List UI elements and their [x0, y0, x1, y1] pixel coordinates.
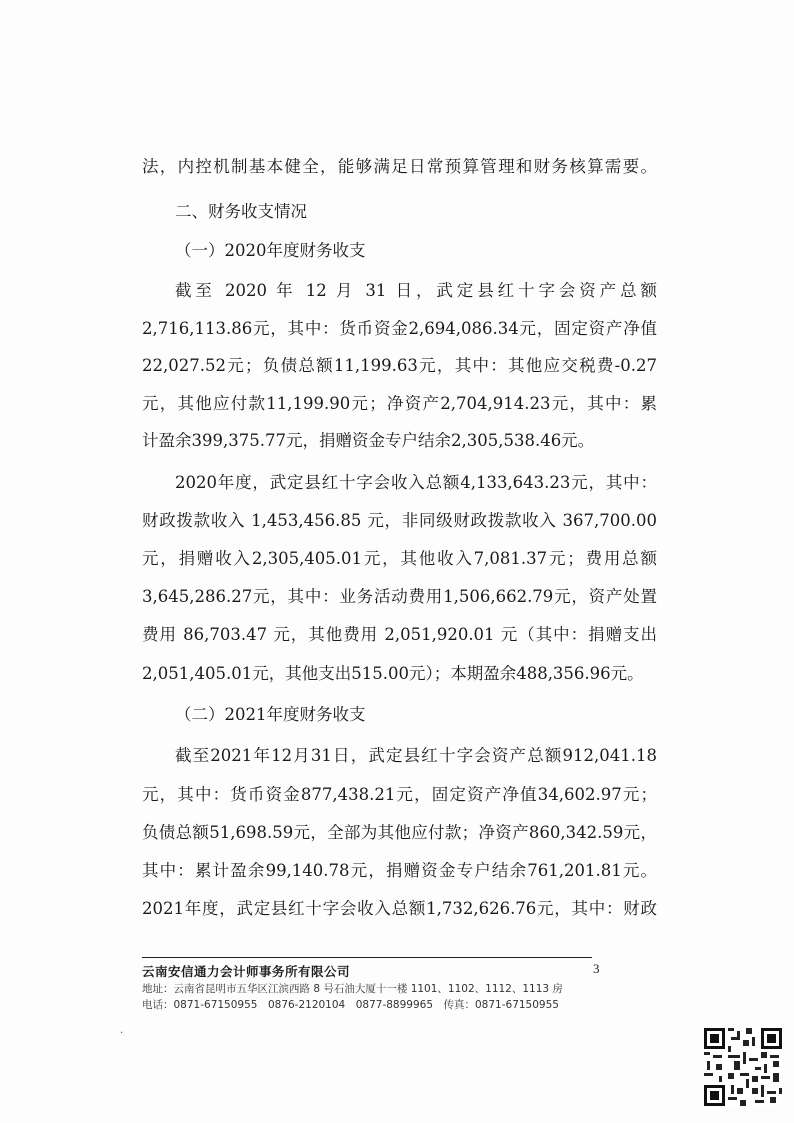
- paragraph-line: 2021年度，武定县红十字会收入总额1,732,626.76元，其中：财政: [142, 899, 657, 918]
- paragraph-line: 法，内控机制基本健全，能够满足日常预算管理和财务核算需要。: [142, 157, 657, 176]
- paragraph-line: 元，其中：货币资金877,438.21元，固定资产净值34,602.97元；: [142, 785, 657, 804]
- paragraph-line: 2,716,113.86元，其中：货币资金2,694,086.34元，固定资产净值: [142, 319, 657, 338]
- paragraph-line: 计盈余399,375.77元，捐赠资金专户结余2,305,538.46元。: [142, 431, 595, 450]
- paragraph-line: 财政拨款收入 1,453,456.85 元，非同级财政拨款收入 367,700.00: [142, 511, 657, 530]
- firm-name: 云南安信通力会计师事务所有限公司: [142, 964, 351, 979]
- paragraph-line: 其中：累计盈余99,140.78元，捐赠资金专户结余761,201.81元。: [142, 861, 657, 880]
- paragraph-line: 元，其他应付款11,199.90元；净资产2,704,914.23元，其中：累: [142, 394, 657, 413]
- firm-phone: 电话：0871-67150955 0876-2120104 0877-8899965 传真：0871-67150955: [142, 999, 559, 1011]
- paragraph-line: 费用 86,703.47 元，其他费用 2,051,920.01 元（其中：捐赠支出: [142, 625, 657, 644]
- paragraph-line: 截至2021年12月31日，武定县红十字会资产总额912,041.18: [175, 746, 657, 765]
- subsection-heading: （二）2021年度财务收支: [175, 705, 366, 724]
- firm-address: 地址：云南省昆明市五华区江滨西路 8 号石油大厦十一楼 1101、1102、1112、1113 房: [142, 983, 563, 995]
- paragraph-line: 3,645,286.27元，其中：业务活动费用1,506,662.79元，资产处置: [142, 587, 657, 606]
- subsection-heading: （一）2020年度财务收支: [175, 241, 366, 260]
- paragraph-line: 2,051,405.01元，其他支出515.00元）；本期盈余488,356.96元。: [142, 664, 644, 683]
- footer-divider: [142, 957, 592, 958]
- paragraph-line: 22,027.52元；负债总额11,199.63元，其中：其他应交税费-0.27: [142, 356, 657, 375]
- paragraph-line: 元，捐赠收入2,305,405.01元，其他收入7,081.37元；费用总额: [142, 549, 657, 568]
- paragraph-line: 负债总额51,698.59元，全部为其他应付款；净资产860,342.59元，: [142, 823, 657, 842]
- page-number: 3: [593, 961, 600, 976]
- paragraph-line: 2020年度，武定县红十字会收入总额4,133,643.23元，其中：: [175, 473, 657, 492]
- scan-mark: ·: [120, 1028, 124, 1039]
- qr-code-icon: [704, 1028, 782, 1106]
- section-heading: 二、财务收支情况: [175, 202, 307, 221]
- paragraph-line: 截至 2020 年 12 月 31 日，武定县红十字会资产总额: [175, 281, 657, 300]
